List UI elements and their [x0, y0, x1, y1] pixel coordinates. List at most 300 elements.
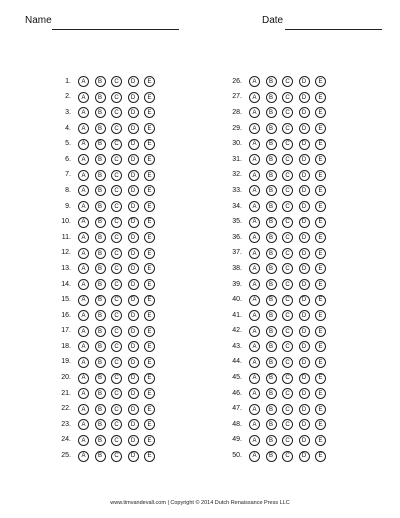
- answer-bubble-e[interactable]: E: [315, 139, 326, 150]
- answer-bubble-c[interactable]: C: [111, 201, 122, 212]
- answer-row: [226, 168, 332, 184]
- question-number: 20.: [61, 374, 71, 382]
- answer-bubble-d[interactable]: D: [299, 404, 310, 415]
- answer-bubble-c[interactable]: C: [282, 435, 293, 446]
- answer-bubble-e[interactable]: E: [144, 279, 155, 290]
- answer-bubble-e[interactable]: E: [144, 341, 155, 352]
- question-number: 44.: [232, 358, 242, 366]
- answer-row: [55, 246, 161, 262]
- answer-bubble-e[interactable]: E: [144, 263, 155, 274]
- answer-bubble-c[interactable]: C: [111, 92, 122, 103]
- answer-bubble-c[interactable]: C: [111, 341, 122, 352]
- answer-bubble-d[interactable]: D: [128, 357, 139, 368]
- answer-bubble-c[interactable]: C: [282, 451, 293, 462]
- answer-bubble-a[interactable]: A: [78, 326, 89, 337]
- answer-bubble-e[interactable]: E: [315, 404, 326, 415]
- answer-bubble-a[interactable]: A: [249, 279, 260, 290]
- answer-row: [55, 292, 161, 308]
- answer-bubble-a[interactable]: A: [78, 404, 89, 415]
- answer-bubble-d[interactable]: D: [128, 388, 139, 399]
- answer-bubble-d[interactable]: D: [299, 357, 310, 368]
- answer-bubble-c[interactable]: C: [111, 435, 122, 446]
- answer-bubble-a[interactable]: A: [249, 341, 260, 352]
- answer-bubble-c[interactable]: C: [282, 107, 293, 118]
- answer-bubble-b[interactable]: B: [266, 326, 277, 337]
- answer-row: [226, 230, 332, 246]
- answer-bubble-d[interactable]: D: [299, 388, 310, 399]
- question-number: 26.: [232, 77, 242, 85]
- answer-bubble-d[interactable]: D: [128, 154, 139, 165]
- answer-bubble-d[interactable]: D: [299, 310, 310, 321]
- answer-bubble-c[interactable]: C: [282, 139, 293, 150]
- answer-row: [55, 417, 161, 433]
- date-label: Date: [262, 15, 284, 26]
- answer-bubble-b[interactable]: B: [95, 232, 106, 243]
- answer-row: [226, 261, 332, 277]
- answer-bubble-b[interactable]: B: [95, 326, 106, 337]
- answer-row: [55, 230, 161, 246]
- answer-bubble-c[interactable]: C: [111, 404, 122, 415]
- answer-bubble-b[interactable]: B: [95, 310, 106, 321]
- answer-bubble-d[interactable]: D: [299, 248, 310, 259]
- answer-bubble-d[interactable]: D: [299, 217, 310, 228]
- answer-bubble-b[interactable]: B: [266, 295, 277, 306]
- answer-bubble-d[interactable]: D: [128, 170, 139, 181]
- answer-bubble-d[interactable]: D: [128, 185, 139, 196]
- answer-bubble-e[interactable]: E: [144, 310, 155, 321]
- answer-bubble-d[interactable]: D: [299, 201, 310, 212]
- question-number: 43.: [232, 342, 242, 350]
- answer-bubble-e[interactable]: E: [315, 451, 326, 462]
- answer-bubble-d[interactable]: D: [128, 76, 139, 87]
- answer-bubble-a[interactable]: A: [78, 451, 89, 462]
- answer-bubble-b[interactable]: B: [95, 357, 106, 368]
- answer-bubble-b[interactable]: B: [266, 419, 277, 430]
- answer-bubble-b[interactable]: B: [266, 357, 277, 368]
- question-number: 12.: [61, 249, 71, 257]
- answer-bubble-c[interactable]: C: [111, 388, 122, 399]
- answer-bubble-c[interactable]: C: [111, 263, 122, 274]
- answer-bubble-d[interactable]: D: [128, 279, 139, 290]
- answer-bubble-d[interactable]: D: [128, 139, 139, 150]
- answer-bubble-d[interactable]: D: [128, 326, 139, 337]
- answer-bubble-a[interactable]: A: [249, 295, 260, 306]
- answer-bubble-b[interactable]: B: [266, 139, 277, 150]
- answer-bubble-b[interactable]: B: [266, 232, 277, 243]
- question-number: 25.: [61, 452, 71, 460]
- answer-bubble-b[interactable]: B: [95, 341, 106, 352]
- answer-bubble-d[interactable]: D: [128, 107, 139, 118]
- answer-bubble-a[interactable]: A: [78, 185, 89, 196]
- answer-bubble-d[interactable]: D: [128, 92, 139, 103]
- answer-row: [55, 355, 161, 371]
- answer-row: [226, 370, 332, 386]
- answer-bubble-b[interactable]: B: [95, 451, 106, 462]
- answer-bubble-b[interactable]: B: [266, 170, 277, 181]
- answer-bubble-d[interactable]: D: [299, 279, 310, 290]
- answer-bubble-e[interactable]: E: [315, 373, 326, 384]
- answer-bubble-a[interactable]: A: [78, 107, 89, 118]
- answer-bubble-b[interactable]: B: [95, 373, 106, 384]
- answer-bubble-c[interactable]: C: [111, 232, 122, 243]
- answer-bubble-b[interactable]: B: [266, 92, 277, 103]
- answer-bubble-b[interactable]: B: [266, 185, 277, 196]
- answer-bubble-c[interactable]: C: [111, 326, 122, 337]
- answer-bubble-c[interactable]: C: [282, 310, 293, 321]
- answer-bubble-a[interactable]: A: [249, 310, 260, 321]
- answer-bubble-d[interactable]: D: [299, 107, 310, 118]
- answer-bubble-e[interactable]: E: [144, 107, 155, 118]
- answer-bubble-d[interactable]: D: [299, 154, 310, 165]
- answer-row: [55, 136, 161, 152]
- answer-bubble-c[interactable]: C: [282, 76, 293, 87]
- answer-bubble-c[interactable]: C: [111, 154, 122, 165]
- answer-bubble-b[interactable]: B: [266, 451, 277, 462]
- answer-bubble-e[interactable]: E: [144, 373, 155, 384]
- answer-bubble-c[interactable]: C: [111, 217, 122, 228]
- answer-row: [226, 292, 332, 308]
- answer-bubble-a[interactable]: A: [249, 92, 260, 103]
- question-number: 39.: [232, 280, 242, 288]
- name-field[interactable]: [52, 29, 179, 30]
- answer-row: [55, 386, 161, 402]
- answer-row: [55, 214, 161, 230]
- question-number: 17.: [61, 327, 71, 335]
- answer-bubble-e[interactable]: E: [144, 435, 155, 446]
- answer-bubble-a[interactable]: A: [249, 451, 260, 462]
- answer-bubble-d[interactable]: D: [299, 451, 310, 462]
- answer-bubble-e[interactable]: E: [315, 435, 326, 446]
- answer-bubble-a[interactable]: A: [249, 154, 260, 165]
- answer-bubble-b[interactable]: B: [95, 217, 106, 228]
- answer-bubble-c[interactable]: C: [282, 232, 293, 243]
- answer-bubble-b[interactable]: B: [266, 279, 277, 290]
- question-number: 34.: [232, 202, 242, 210]
- answer-bubble-e[interactable]: E: [144, 76, 155, 87]
- answer-row: [226, 90, 332, 106]
- answer-bubble-b[interactable]: B: [95, 92, 106, 103]
- answer-bubble-e[interactable]: E: [144, 170, 155, 181]
- answer-bubble-e[interactable]: E: [315, 201, 326, 212]
- answer-bubble-d[interactable]: D: [128, 310, 139, 321]
- answer-bubble-a[interactable]: A: [249, 263, 260, 274]
- answer-bubble-d[interactable]: D: [128, 248, 139, 259]
- answer-bubble-c[interactable]: C: [282, 154, 293, 165]
- answer-bubble-e[interactable]: E: [144, 154, 155, 165]
- answer-bubble-e[interactable]: E: [144, 404, 155, 415]
- answer-bubble-d[interactable]: D: [128, 232, 139, 243]
- answer-bubble-d[interactable]: D: [128, 404, 139, 415]
- answer-bubble-b[interactable]: B: [266, 263, 277, 274]
- question-number: 8.: [65, 186, 71, 194]
- answer-bubble-b[interactable]: B: [266, 217, 277, 228]
- answer-bubble-d[interactable]: D: [299, 185, 310, 196]
- answer-bubble-c[interactable]: C: [282, 248, 293, 259]
- answer-bubble-b[interactable]: B: [266, 341, 277, 352]
- answer-bubble-a[interactable]: A: [78, 357, 89, 368]
- answer-bubble-e[interactable]: E: [144, 388, 155, 399]
- answer-bubble-c[interactable]: C: [111, 419, 122, 430]
- answer-bubble-e[interactable]: E: [315, 326, 326, 337]
- answer-bubble-c[interactable]: C: [282, 170, 293, 181]
- date-field[interactable]: [285, 29, 382, 30]
- answer-bubble-e[interactable]: E: [315, 123, 326, 134]
- answer-bubble-b[interactable]: B: [95, 76, 106, 87]
- answer-bubble-e[interactable]: E: [315, 388, 326, 399]
- answer-bubble-e[interactable]: E: [144, 185, 155, 196]
- answer-bubble-d[interactable]: D: [299, 232, 310, 243]
- answer-bubble-a[interactable]: A: [249, 201, 260, 212]
- answer-bubble-a[interactable]: A: [78, 310, 89, 321]
- answer-bubble-b[interactable]: B: [266, 123, 277, 134]
- answer-bubble-b[interactable]: B: [95, 279, 106, 290]
- answer-bubble-c[interactable]: C: [111, 373, 122, 384]
- answer-bubble-e[interactable]: E: [315, 76, 326, 87]
- answer-bubble-b[interactable]: B: [95, 201, 106, 212]
- answer-bubble-b[interactable]: B: [266, 201, 277, 212]
- answer-bubble-c[interactable]: C: [282, 92, 293, 103]
- answer-bubble-b[interactable]: B: [95, 107, 106, 118]
- answer-bubble-e[interactable]: E: [144, 451, 155, 462]
- answer-bubble-a[interactable]: A: [78, 373, 89, 384]
- answer-bubble-b[interactable]: B: [266, 435, 277, 446]
- answer-bubble-e[interactable]: E: [144, 232, 155, 243]
- answer-bubble-e[interactable]: E: [315, 357, 326, 368]
- answer-bubble-b[interactable]: B: [266, 310, 277, 321]
- answer-bubble-b[interactable]: B: [95, 295, 106, 306]
- answer-bubble-c[interactable]: C: [282, 419, 293, 430]
- answer-bubble-d[interactable]: D: [299, 295, 310, 306]
- answer-bubble-b[interactable]: B: [95, 404, 106, 415]
- question-number: 7.: [65, 171, 71, 179]
- answer-bubble-e[interactable]: E: [144, 419, 155, 430]
- answer-bubble-e[interactable]: E: [144, 217, 155, 228]
- answer-bubble-a[interactable]: A: [249, 232, 260, 243]
- answer-row: [226, 199, 332, 215]
- answer-bubble-b[interactable]: B: [266, 373, 277, 384]
- answer-bubble-e[interactable]: E: [144, 201, 155, 212]
- answer-row: [226, 401, 332, 417]
- answer-bubble-c[interactable]: C: [111, 170, 122, 181]
- answer-bubble-d[interactable]: D: [299, 92, 310, 103]
- answer-bubble-e[interactable]: E: [144, 123, 155, 134]
- answer-bubble-a[interactable]: A: [249, 373, 260, 384]
- answer-bubble-a[interactable]: A: [249, 419, 260, 430]
- answer-bubble-c[interactable]: C: [282, 123, 293, 134]
- answer-bubble-b[interactable]: B: [266, 388, 277, 399]
- answer-bubble-b[interactable]: B: [95, 435, 106, 446]
- answer-bubble-a[interactable]: A: [78, 123, 89, 134]
- answer-bubble-a[interactable]: A: [249, 435, 260, 446]
- answer-bubble-c[interactable]: C: [111, 139, 122, 150]
- answer-bubble-c[interactable]: C: [111, 76, 122, 87]
- answer-bubble-d[interactable]: D: [128, 419, 139, 430]
- answer-bubble-e[interactable]: E: [315, 185, 326, 196]
- answer-bubble-b[interactable]: B: [266, 107, 277, 118]
- answer-bubble-e[interactable]: E: [315, 232, 326, 243]
- answer-bubble-d[interactable]: D: [299, 139, 310, 150]
- question-number: 33.: [232, 186, 242, 194]
- answer-bubble-a[interactable]: A: [249, 170, 260, 181]
- answer-row: [55, 308, 161, 324]
- answer-bubble-d[interactable]: D: [299, 435, 310, 446]
- answer-bubble-b[interactable]: B: [95, 419, 106, 430]
- answer-bubble-c[interactable]: C: [111, 123, 122, 134]
- answer-row: [55, 199, 161, 215]
- answer-bubble-e[interactable]: E: [144, 357, 155, 368]
- answer-bubble-c[interactable]: C: [282, 341, 293, 352]
- answer-bubble-d[interactable]: D: [128, 217, 139, 228]
- answer-row: [55, 401, 161, 417]
- answer-bubble-a[interactable]: A: [78, 419, 89, 430]
- answer-bubble-e[interactable]: E: [315, 279, 326, 290]
- answer-row: [226, 183, 332, 199]
- question-number: 27.: [232, 93, 242, 101]
- answer-bubble-a[interactable]: A: [78, 248, 89, 259]
- answer-bubble-e[interactable]: E: [315, 263, 326, 274]
- answer-bubble-b[interactable]: B: [95, 185, 106, 196]
- answer-bubble-a[interactable]: A: [78, 170, 89, 181]
- answer-bubble-d[interactable]: D: [299, 170, 310, 181]
- answer-bubble-c[interactable]: C: [282, 295, 293, 306]
- answer-bubble-c[interactable]: C: [111, 279, 122, 290]
- answer-bubble-a[interactable]: A: [78, 154, 89, 165]
- answer-bubble-e[interactable]: E: [144, 92, 155, 103]
- answer-bubble-e[interactable]: E: [315, 295, 326, 306]
- answer-bubble-c[interactable]: C: [282, 217, 293, 228]
- answer-row: [226, 277, 332, 293]
- answer-bubble-d[interactable]: D: [128, 123, 139, 134]
- answer-bubble-d[interactable]: D: [128, 435, 139, 446]
- answer-bubble-c[interactable]: C: [282, 404, 293, 415]
- answer-bubble-b[interactable]: B: [266, 154, 277, 165]
- answer-bubble-b[interactable]: B: [266, 248, 277, 259]
- answer-bubble-a[interactable]: A: [249, 248, 260, 259]
- answer-bubble-b[interactable]: B: [95, 248, 106, 259]
- answer-bubble-a[interactable]: A: [78, 201, 89, 212]
- answer-bubble-b[interactable]: B: [95, 139, 106, 150]
- answer-bubble-a[interactable]: A: [78, 217, 89, 228]
- answer-bubble-a[interactable]: A: [249, 139, 260, 150]
- answer-bubble-c[interactable]: C: [111, 310, 122, 321]
- answer-bubble-a[interactable]: A: [78, 139, 89, 150]
- answer-bubble-a[interactable]: A: [78, 279, 89, 290]
- answer-bubble-a[interactable]: A: [249, 404, 260, 415]
- answer-bubble-d[interactable]: D: [128, 201, 139, 212]
- answer-bubble-c[interactable]: C: [111, 295, 122, 306]
- answer-bubble-a[interactable]: A: [249, 388, 260, 399]
- answer-bubble-c[interactable]: C: [282, 201, 293, 212]
- answer-bubble-d[interactable]: D: [299, 419, 310, 430]
- answer-row: [226, 386, 332, 402]
- question-number: 24.: [61, 436, 71, 444]
- answer-row: [55, 370, 161, 386]
- answer-bubble-b[interactable]: B: [95, 170, 106, 181]
- question-number: 31.: [232, 155, 242, 163]
- answer-bubble-a[interactable]: A: [249, 107, 260, 118]
- answer-bubble-a[interactable]: A: [78, 435, 89, 446]
- answer-bubble-a[interactable]: A: [78, 341, 89, 352]
- answer-row: [55, 277, 161, 293]
- answer-bubble-e[interactable]: E: [315, 217, 326, 228]
- answer-bubble-c[interactable]: C: [111, 185, 122, 196]
- answer-bubble-b[interactable]: B: [266, 404, 277, 415]
- answer-bubble-c[interactable]: C: [282, 185, 293, 196]
- answer-bubble-e[interactable]: E: [144, 326, 155, 337]
- answer-bubble-c[interactable]: C: [282, 388, 293, 399]
- answer-bubble-d[interactable]: D: [299, 373, 310, 384]
- answer-bubble-c[interactable]: C: [282, 279, 293, 290]
- answer-bubble-e[interactable]: E: [315, 107, 326, 118]
- answer-bubble-a[interactable]: A: [249, 326, 260, 337]
- answer-bubble-c[interactable]: C: [111, 107, 122, 118]
- answer-bubble-a[interactable]: A: [249, 76, 260, 87]
- answer-bubble-c[interactable]: C: [111, 451, 122, 462]
- question-number: 14.: [61, 280, 71, 288]
- answer-bubble-d[interactable]: D: [128, 341, 139, 352]
- answer-bubble-b[interactable]: B: [95, 123, 106, 134]
- answer-bubble-d[interactable]: D: [128, 373, 139, 384]
- answer-bubble-a[interactable]: A: [78, 76, 89, 87]
- answer-bubble-c[interactable]: C: [282, 357, 293, 368]
- answer-bubble-d[interactable]: D: [299, 341, 310, 352]
- answer-bubble-d[interactable]: D: [128, 295, 139, 306]
- answer-bubble-e[interactable]: E: [144, 295, 155, 306]
- answer-bubble-c[interactable]: C: [111, 357, 122, 368]
- answer-bubble-e[interactable]: E: [315, 92, 326, 103]
- answer-bubble-a[interactable]: A: [249, 123, 260, 134]
- answer-bubble-a[interactable]: A: [249, 185, 260, 196]
- answer-bubble-d[interactable]: D: [299, 263, 310, 274]
- answer-bubble-e[interactable]: E: [144, 139, 155, 150]
- answer-bubble-b[interactable]: B: [95, 263, 106, 274]
- answer-bubble-b[interactable]: B: [95, 388, 106, 399]
- answer-bubble-a[interactable]: A: [78, 92, 89, 103]
- answer-bubble-d[interactable]: D: [128, 263, 139, 274]
- answer-bubble-e[interactable]: E: [315, 341, 326, 352]
- answer-row: [226, 121, 332, 137]
- question-number: 15.: [61, 296, 71, 304]
- answer-bubble-a[interactable]: A: [78, 388, 89, 399]
- answer-bubble-a[interactable]: A: [249, 357, 260, 368]
- answer-bubble-e[interactable]: E: [315, 310, 326, 321]
- answer-bubble-a[interactable]: A: [78, 263, 89, 274]
- answer-bubble-e[interactable]: E: [315, 170, 326, 181]
- question-number: 37.: [232, 249, 242, 257]
- answer-bubble-d[interactable]: D: [299, 326, 310, 337]
- answer-bubble-a[interactable]: A: [78, 232, 89, 243]
- answer-bubble-c[interactable]: C: [282, 263, 293, 274]
- answer-bubble-b[interactable]: B: [95, 154, 106, 165]
- answer-bubble-d[interactable]: D: [299, 123, 310, 134]
- question-number: 16.: [61, 311, 71, 319]
- answer-bubble-c[interactable]: C: [111, 248, 122, 259]
- answer-row: [226, 152, 332, 168]
- question-number: 41.: [232, 311, 242, 319]
- answer-bubble-a[interactable]: A: [249, 217, 260, 228]
- answer-bubble-e[interactable]: E: [315, 154, 326, 165]
- answer-bubble-d[interactable]: D: [299, 76, 310, 87]
- answer-row: [55, 324, 161, 340]
- answer-bubble-c[interactable]: C: [282, 326, 293, 337]
- answer-bubble-e[interactable]: E: [315, 248, 326, 259]
- answer-bubble-b[interactable]: B: [266, 76, 277, 87]
- answer-bubble-e[interactable]: E: [315, 419, 326, 430]
- answer-bubble-e[interactable]: E: [144, 248, 155, 259]
- answer-bubble-d[interactable]: D: [128, 451, 139, 462]
- answer-bubble-c[interactable]: C: [282, 373, 293, 384]
- answer-bubble-a[interactable]: A: [78, 295, 89, 306]
